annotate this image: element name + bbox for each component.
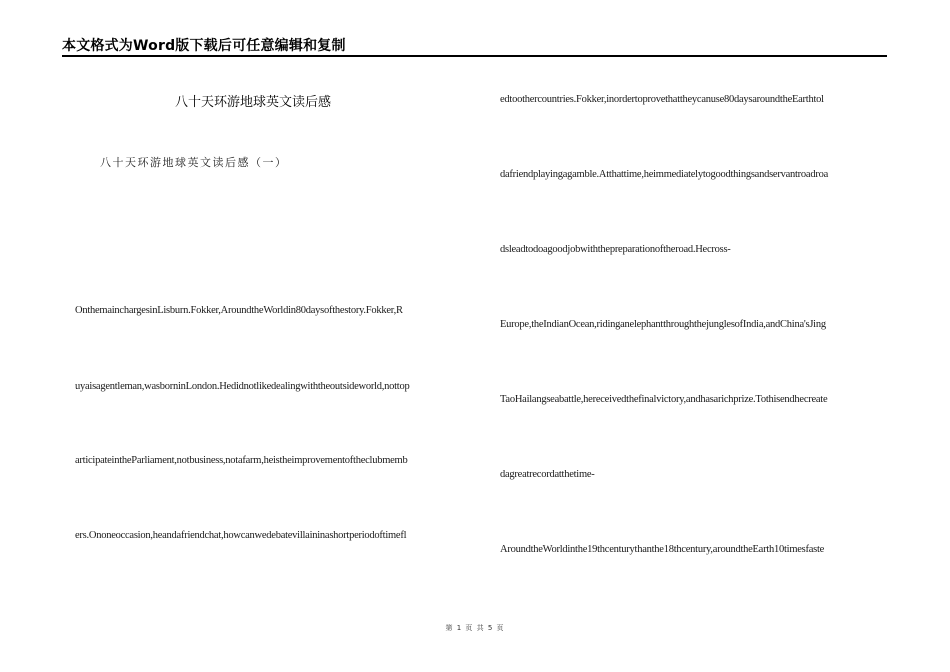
document-subtitle: 八十天环游地球英文读后感（一） [100,156,288,169]
left-column-line: articipateintheParliament,notbusiness,notafarm,heistheimprovementoftheclubmemb [75,455,408,466]
right-column-line: dsleadtodoagoodjobwiththepreparationoftheroad.Hecross- [500,244,731,255]
document-title: 八十天环游地球英文读后感 [175,95,332,110]
right-column-line: dagreatrecordatthetime- [500,469,595,480]
right-column-line: TaoHailangseabattle,hereceivedthefinalvictory,andhasarichprize.Tothisendhecreate [500,394,828,405]
page-footer: 第 1 页 共 5 页 [445,624,505,632]
right-column-line: edtoothercountries.Fokker,inordertoprovethattheycanuse80daysaroundtheEarthtol [500,94,824,105]
left-column-line: OnthemainchargesinLisburn.Fokker,AroundtheWorldin80daysofthestory.Fokker,R [75,305,403,316]
left-column-line: ers.Ononeoccasion,heandafriendchat,howcanwedebatevillaininashortperiodoftimefl [75,530,407,541]
right-column-line: dafriendplayingagamble.Atthattime,heimmediatelytogoodthingsandservantroadroa [500,169,828,180]
right-column-line: AroundtheWorldinthe19thcenturythanthe18thcentury,aroundtheEarth10timesfaste [500,544,825,555]
right-column-line: Europe,theIndianOcean,ridinganelephantthroughthejunglesofIndia,andChina'sJing [500,319,826,330]
header-text: 本文格式为Word版下载后可任意编辑和复制 [62,38,346,54]
page-header [62,33,887,57]
left-column-line: uyaisagentleman,wasborninLondon.Hedidnotlikedealingwiththeoutsideworld,nottop [75,381,410,392]
